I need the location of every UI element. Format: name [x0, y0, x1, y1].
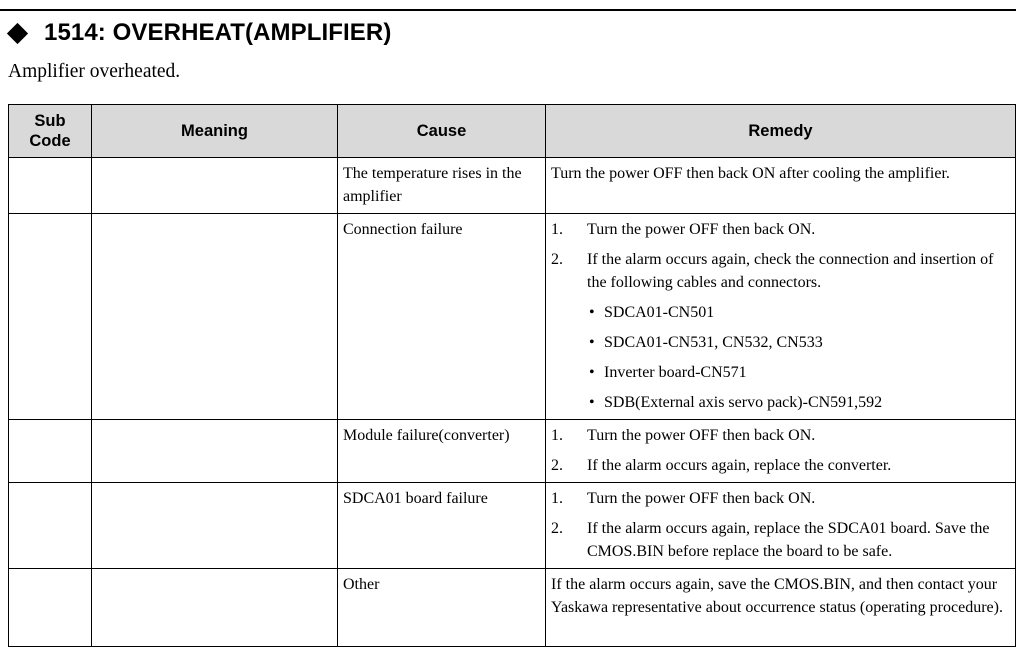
- remedy-cell: [546, 420, 1016, 483]
- header-sub-code-line1: Sub: [34, 112, 66, 130]
- step-text: If the alarm occurs again, check the connection and insertion of the following cables and connectors.: [587, 251, 994, 291]
- connector-text: SDB(External axis servo pack)-CN591,592: [604, 394, 883, 411]
- sub-code-cell: [9, 420, 92, 483]
- list-item: [587, 301, 1010, 324]
- bullet-dot-icon: •: [589, 394, 595, 411]
- remedy-steps: [551, 487, 1010, 563]
- remedy-step: [551, 218, 1010, 241]
- remedy-step: [551, 454, 1010, 477]
- alarm-title: 1514: OVERHEAT(AMPLIFIER): [44, 19, 392, 46]
- remedy-step: [551, 248, 1010, 414]
- title-row: [7, 18, 391, 48]
- step-text: If the alarm occurs again, replace the converter.: [587, 457, 892, 474]
- remedy-step: [551, 517, 1010, 563]
- meaning-cell: [92, 158, 338, 214]
- step-text: Turn the power OFF then back ON.: [587, 427, 816, 444]
- alarm-description: Amplifier overheated.: [8, 61, 181, 82]
- cause-cell: The temperature rises in the amplifier: [338, 158, 546, 214]
- connector-text: SDCA01-CN501: [604, 304, 715, 321]
- bullet-dot-icon: •: [589, 304, 595, 321]
- step-number: 1.: [551, 490, 563, 507]
- step-number: 1.: [551, 221, 563, 238]
- list-item: [587, 331, 1010, 354]
- header-remedy: Remedy: [546, 105, 1016, 158]
- table-row: [9, 420, 1016, 483]
- remedy-cell: [546, 483, 1016, 569]
- meaning-cell: [92, 420, 338, 483]
- connector-text: SDCA01-CN531, CN532, CN533: [604, 334, 823, 351]
- table-row: [9, 569, 1016, 647]
- table-header-row: [9, 105, 1016, 158]
- step-text: Turn the power OFF then back ON.: [587, 490, 816, 507]
- cause-cell: SDCA01 board failure: [338, 483, 546, 569]
- step-number: 2.: [551, 251, 563, 268]
- remedy-step: [551, 424, 1010, 447]
- list-item: [587, 391, 1010, 414]
- cause-cell: Connection failure: [338, 214, 546, 420]
- cause-cell: Module failure(converter): [338, 420, 546, 483]
- remedy-steps: [551, 424, 1010, 477]
- bullet-dot-icon: •: [589, 364, 595, 381]
- remedy-cell: [546, 214, 1016, 420]
- step-number: 2.: [551, 520, 563, 537]
- sub-code-cell: [9, 214, 92, 420]
- header-meaning: Meaning: [92, 105, 338, 158]
- cause-cell: Other: [338, 569, 546, 647]
- remedy-cell: Turn the power OFF then back ON after cooling the amplifier.: [546, 158, 1016, 214]
- step-text: Turn the power OFF then back ON.: [587, 221, 816, 238]
- header-cause: Cause: [338, 105, 546, 158]
- remedy-steps: [551, 218, 1010, 414]
- meaning-cell: [92, 483, 338, 569]
- step-number: 1.: [551, 427, 563, 444]
- remedy-cell: If the alarm occurs again, save the CMOS.BIN, and then contact your Yaskawa representative about occurrence status (operating procedure).: [546, 569, 1016, 647]
- remedy-step: [551, 487, 1010, 510]
- meaning-cell: [92, 569, 338, 647]
- list-item: [587, 361, 1010, 384]
- diamond-bullet-icon: [7, 22, 28, 43]
- sub-code-cell: [9, 483, 92, 569]
- sub-code-cell: [9, 569, 92, 647]
- meaning-cell: [92, 214, 338, 420]
- sub-code-cell: [9, 158, 92, 214]
- header-sub-code: [9, 105, 92, 158]
- connector-text: Inverter board-CN571: [604, 364, 747, 381]
- step-text: If the alarm occurs again, replace the SDCA01 board. Save the CMOS.BIN before replace the board to be safe.: [587, 520, 990, 560]
- top-rule: [0, 9, 1016, 11]
- table-row: [9, 214, 1016, 420]
- alarm-table: [8, 104, 1016, 647]
- connector-list: [587, 301, 1010, 414]
- step-number: 2.: [551, 457, 563, 474]
- header-sub-code-line2: Code: [29, 132, 71, 150]
- table-row: [9, 483, 1016, 569]
- bullet-dot-icon: •: [589, 334, 595, 351]
- table-row: [9, 158, 1016, 214]
